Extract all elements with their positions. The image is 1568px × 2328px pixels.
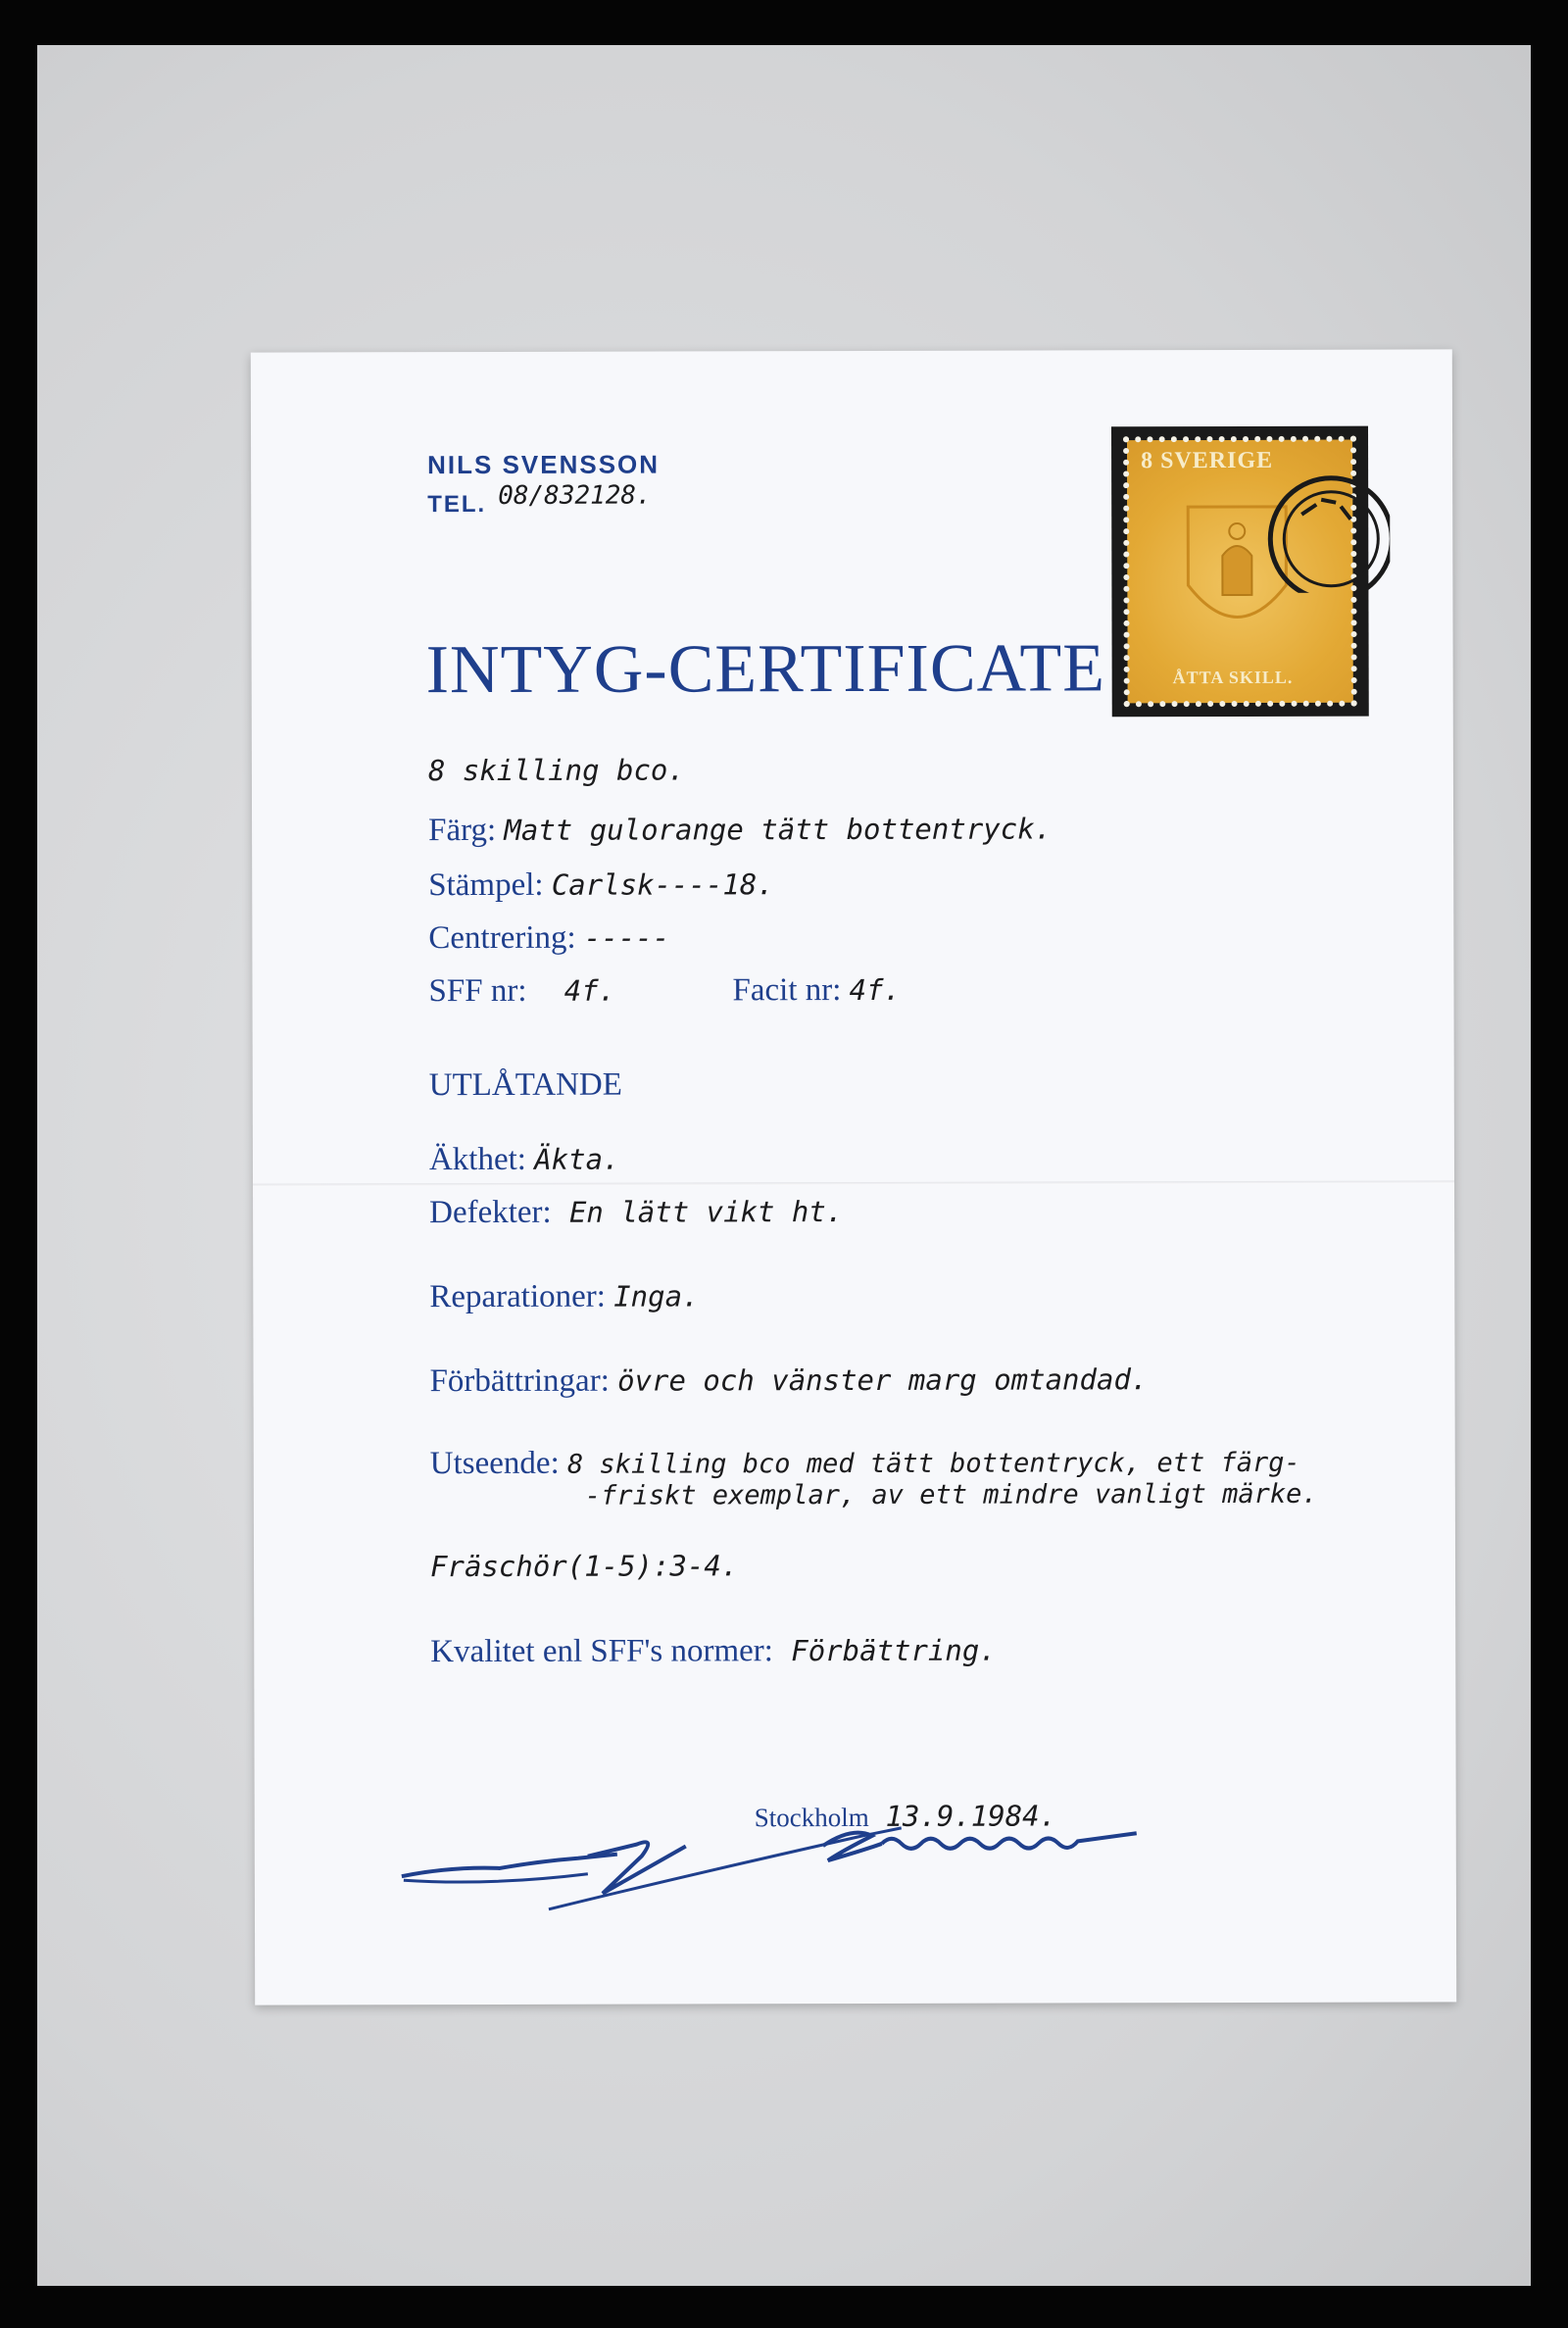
akthet-value: Äkta. <box>534 1142 620 1176</box>
place-label: Stockholm <box>754 1802 869 1833</box>
facit-value: 4f. <box>849 972 902 1008</box>
postmark-icon <box>1243 446 1390 593</box>
farg-label: Färg: <box>428 812 497 849</box>
utseende-line-2: -friskt exemplar, av ett mindre vanligt märke. <box>584 1478 1318 1511</box>
tel-number: 08/832128. <box>498 480 652 511</box>
kvalitet-label: Kvalitet enl SFF's normer: <box>430 1633 773 1670</box>
defekter-value: En lätt vikt ht. <box>568 1195 844 1229</box>
stampel-value: Carlsk----18. <box>551 867 774 902</box>
stamp-mount <box>1111 426 1369 718</box>
defekter-label: Defekter: <box>429 1194 552 1231</box>
grey-board <box>37 45 1531 2286</box>
postage-stamp <box>1127 440 1353 704</box>
forbattringar-label: Förbättringar: <box>429 1362 610 1400</box>
tel-label: TEL. <box>427 490 487 519</box>
forbattringar-row <box>429 1362 1148 1400</box>
stamp-bottom-text: ÅTTA SKILL. <box>1172 667 1294 688</box>
certificate-sheet <box>251 349 1456 2005</box>
reparationer-row <box>429 1278 699 1315</box>
fold-crease <box>253 1180 1454 1186</box>
facit-row <box>732 972 901 1009</box>
centrering-label: Centrering: <box>428 919 576 957</box>
defekter-row <box>429 1194 843 1231</box>
certificate-title: INTYG-CERTIFICATE <box>425 630 1106 709</box>
company-name: NILS SVENSSON <box>427 449 661 480</box>
utseende-row <box>430 1444 1300 1482</box>
akthet-label: Äkthet: <box>428 1141 526 1178</box>
kvalitet-row <box>430 1633 997 1671</box>
utseende-line-1: 8 skilling bco med tätt bottentryck, ett färg- <box>566 1447 1300 1480</box>
facit-label: Facit nr: <box>732 972 842 1009</box>
sff-value: 4f. <box>564 973 616 1008</box>
utlatande-heading: UTLÅTANDE <box>428 1066 622 1104</box>
farg-row <box>428 811 1052 849</box>
fraschor-line: Fräschör(1-5):3-4. <box>429 1549 739 1584</box>
reparationer-label: Reparationer: <box>429 1278 606 1315</box>
stamp-top-text: 8 SVERIGE <box>1141 447 1274 474</box>
sff-row <box>428 973 615 1010</box>
stampel-row <box>428 867 774 904</box>
sff-label: SFF nr: <box>428 972 527 1010</box>
date-value: 13.9.1984. <box>885 1799 1057 1833</box>
stampel-label: Stämpel: <box>428 867 544 904</box>
reparationer-value: Inga. <box>613 1279 700 1313</box>
akthet-row <box>429 1142 620 1179</box>
forbattringar-value: övre och vänster marg omtandad. <box>617 1362 1149 1398</box>
farg-value: Matt gulorange tätt bottentryck. <box>504 812 1053 847</box>
centrering-value: ----- <box>583 920 670 955</box>
signature-icon <box>392 1806 1196 1915</box>
item-line: 8 skilling bco. <box>427 753 685 788</box>
kvalitet-value: Förbättring. <box>791 1633 997 1668</box>
utseende-label: Utseende: <box>429 1445 560 1482</box>
centrering-row <box>428 919 669 957</box>
